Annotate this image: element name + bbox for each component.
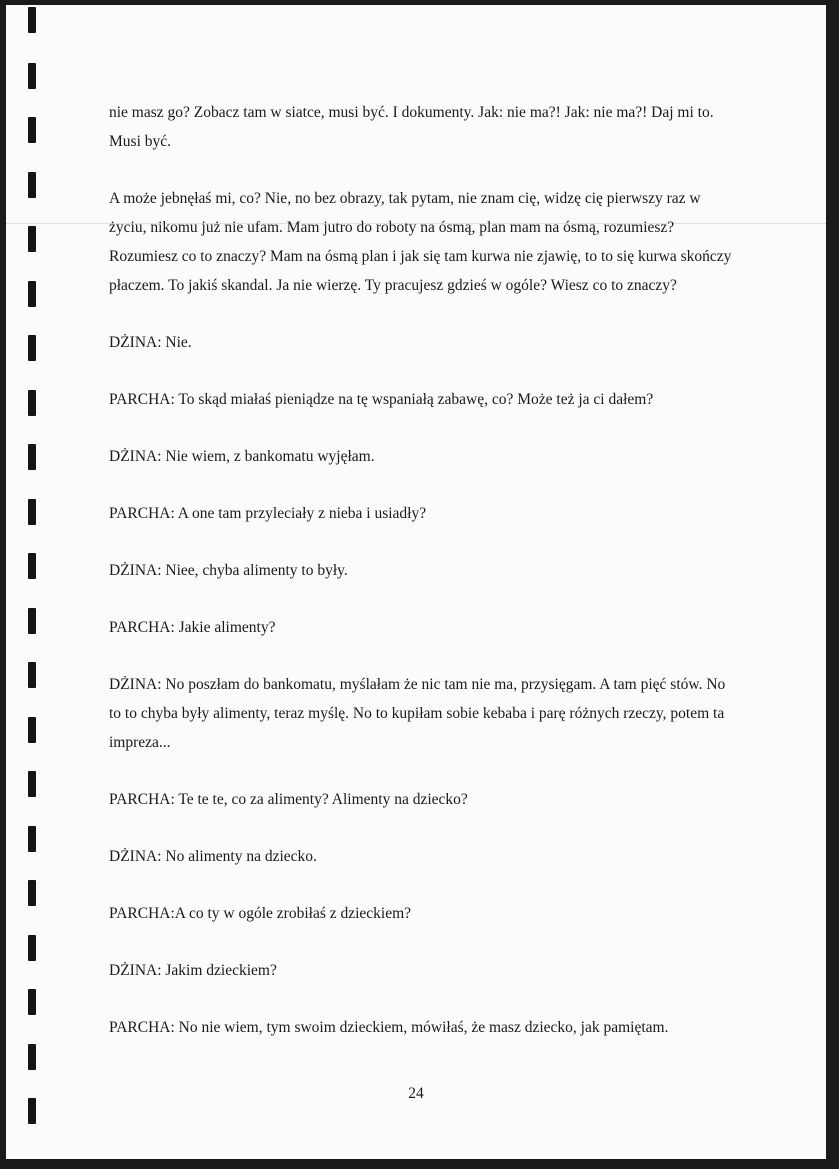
dialogue-line: DŻINA: Niee, chyba alimenty to były. — [109, 562, 348, 579]
dialogue-line: PARCHA: Jakie alimenty? — [109, 619, 276, 636]
binding-hole — [28, 717, 36, 743]
dialogue-line: DŻINA: No poszłam do bankomatu, myślałam że nic tam nie ma, przysięgam. A tam pięć stów. No to to chyba były alimenty, teraz myślę. No to kupiłam sobie kebaba i parę różnych rzeczy, potem ta impreza... — [109, 676, 726, 751]
binding-hole — [28, 7, 36, 33]
binding-hole — [28, 935, 36, 961]
paragraph: nie masz go? Zobacz tam w siatce, musi być. I dokumenty. Jak: nie ma?! Jak: nie ma?! Daj mi to. Musi być. — [109, 104, 714, 150]
dialogue-line: PARCHA: A one tam przyleciały z nieba i usiadły? — [109, 505, 427, 522]
binding-hole — [28, 826, 36, 852]
dialogue-line: PARCHA: No nie wiem, tym swoim dzieckiem, mówiłaś, że masz dziecko, jak pamiętam. — [109, 1019, 669, 1036]
binding-hole — [28, 281, 36, 307]
dialogue-line: PARCHA: Te te te, co za alimenty? Alimenty na dziecko? — [109, 791, 468, 808]
binding-hole — [28, 117, 36, 143]
dialogue-line: PARCHA:A co ty w ogóle zrobiłaś z dzieckiem? — [109, 905, 412, 922]
dialogue-line: PARCHA: To skąd miałaś pieniądze na tę wspaniałą zabawę, co? Może też ja ci dałem? — [109, 391, 654, 408]
binding-hole — [28, 771, 36, 797]
binding-hole — [28, 880, 36, 906]
document-page — [6, 5, 826, 1159]
binding-hole — [28, 989, 36, 1015]
binding-hole — [28, 335, 36, 361]
binding-hole — [28, 390, 36, 416]
dialogue-line: DŻINA: Jakim dzieckiem? — [109, 962, 277, 979]
binding-hole — [28, 63, 36, 89]
binding-hole — [28, 608, 36, 634]
dialogue-line: DŻINA: No alimenty na dziecko. — [109, 848, 317, 865]
page-number: 24 — [408, 1085, 424, 1102]
paragraph: A może jebnęłaś mi, co? Nie, no bez obrazy, tak pytam, nie znam cię, widzę cię pierwszy raz w życiu, nikomu już nie ufam. Mam jutro do roboty na ósmą, plan mam na ósmą, rozumiesz? Rozumiesz co to znaczy? Mam na ósmą plan i jak się tam kurwa nie zjawię, to to się kurwa skończy płaczem. To jakiś skandal. Ja nie wierzę. Ty pracujesz gdzieś w ogóle? Wiesz co to znaczy? — [109, 190, 732, 294]
binding-hole — [28, 553, 36, 579]
dialogue-line: DŻINA: Nie wiem, z bankomatu wyjęłam. — [109, 448, 375, 465]
binding-hole — [28, 499, 36, 525]
binding-hole — [28, 1044, 36, 1070]
binding-hole — [28, 444, 36, 470]
binding-hole — [28, 226, 36, 252]
dialogue-line: DŻINA: Nie. — [109, 334, 192, 351]
binding-hole — [28, 172, 36, 198]
binding-hole — [28, 662, 36, 688]
binding-holes — [6, 5, 46, 1159]
document-body — [109, 98, 739, 1070]
